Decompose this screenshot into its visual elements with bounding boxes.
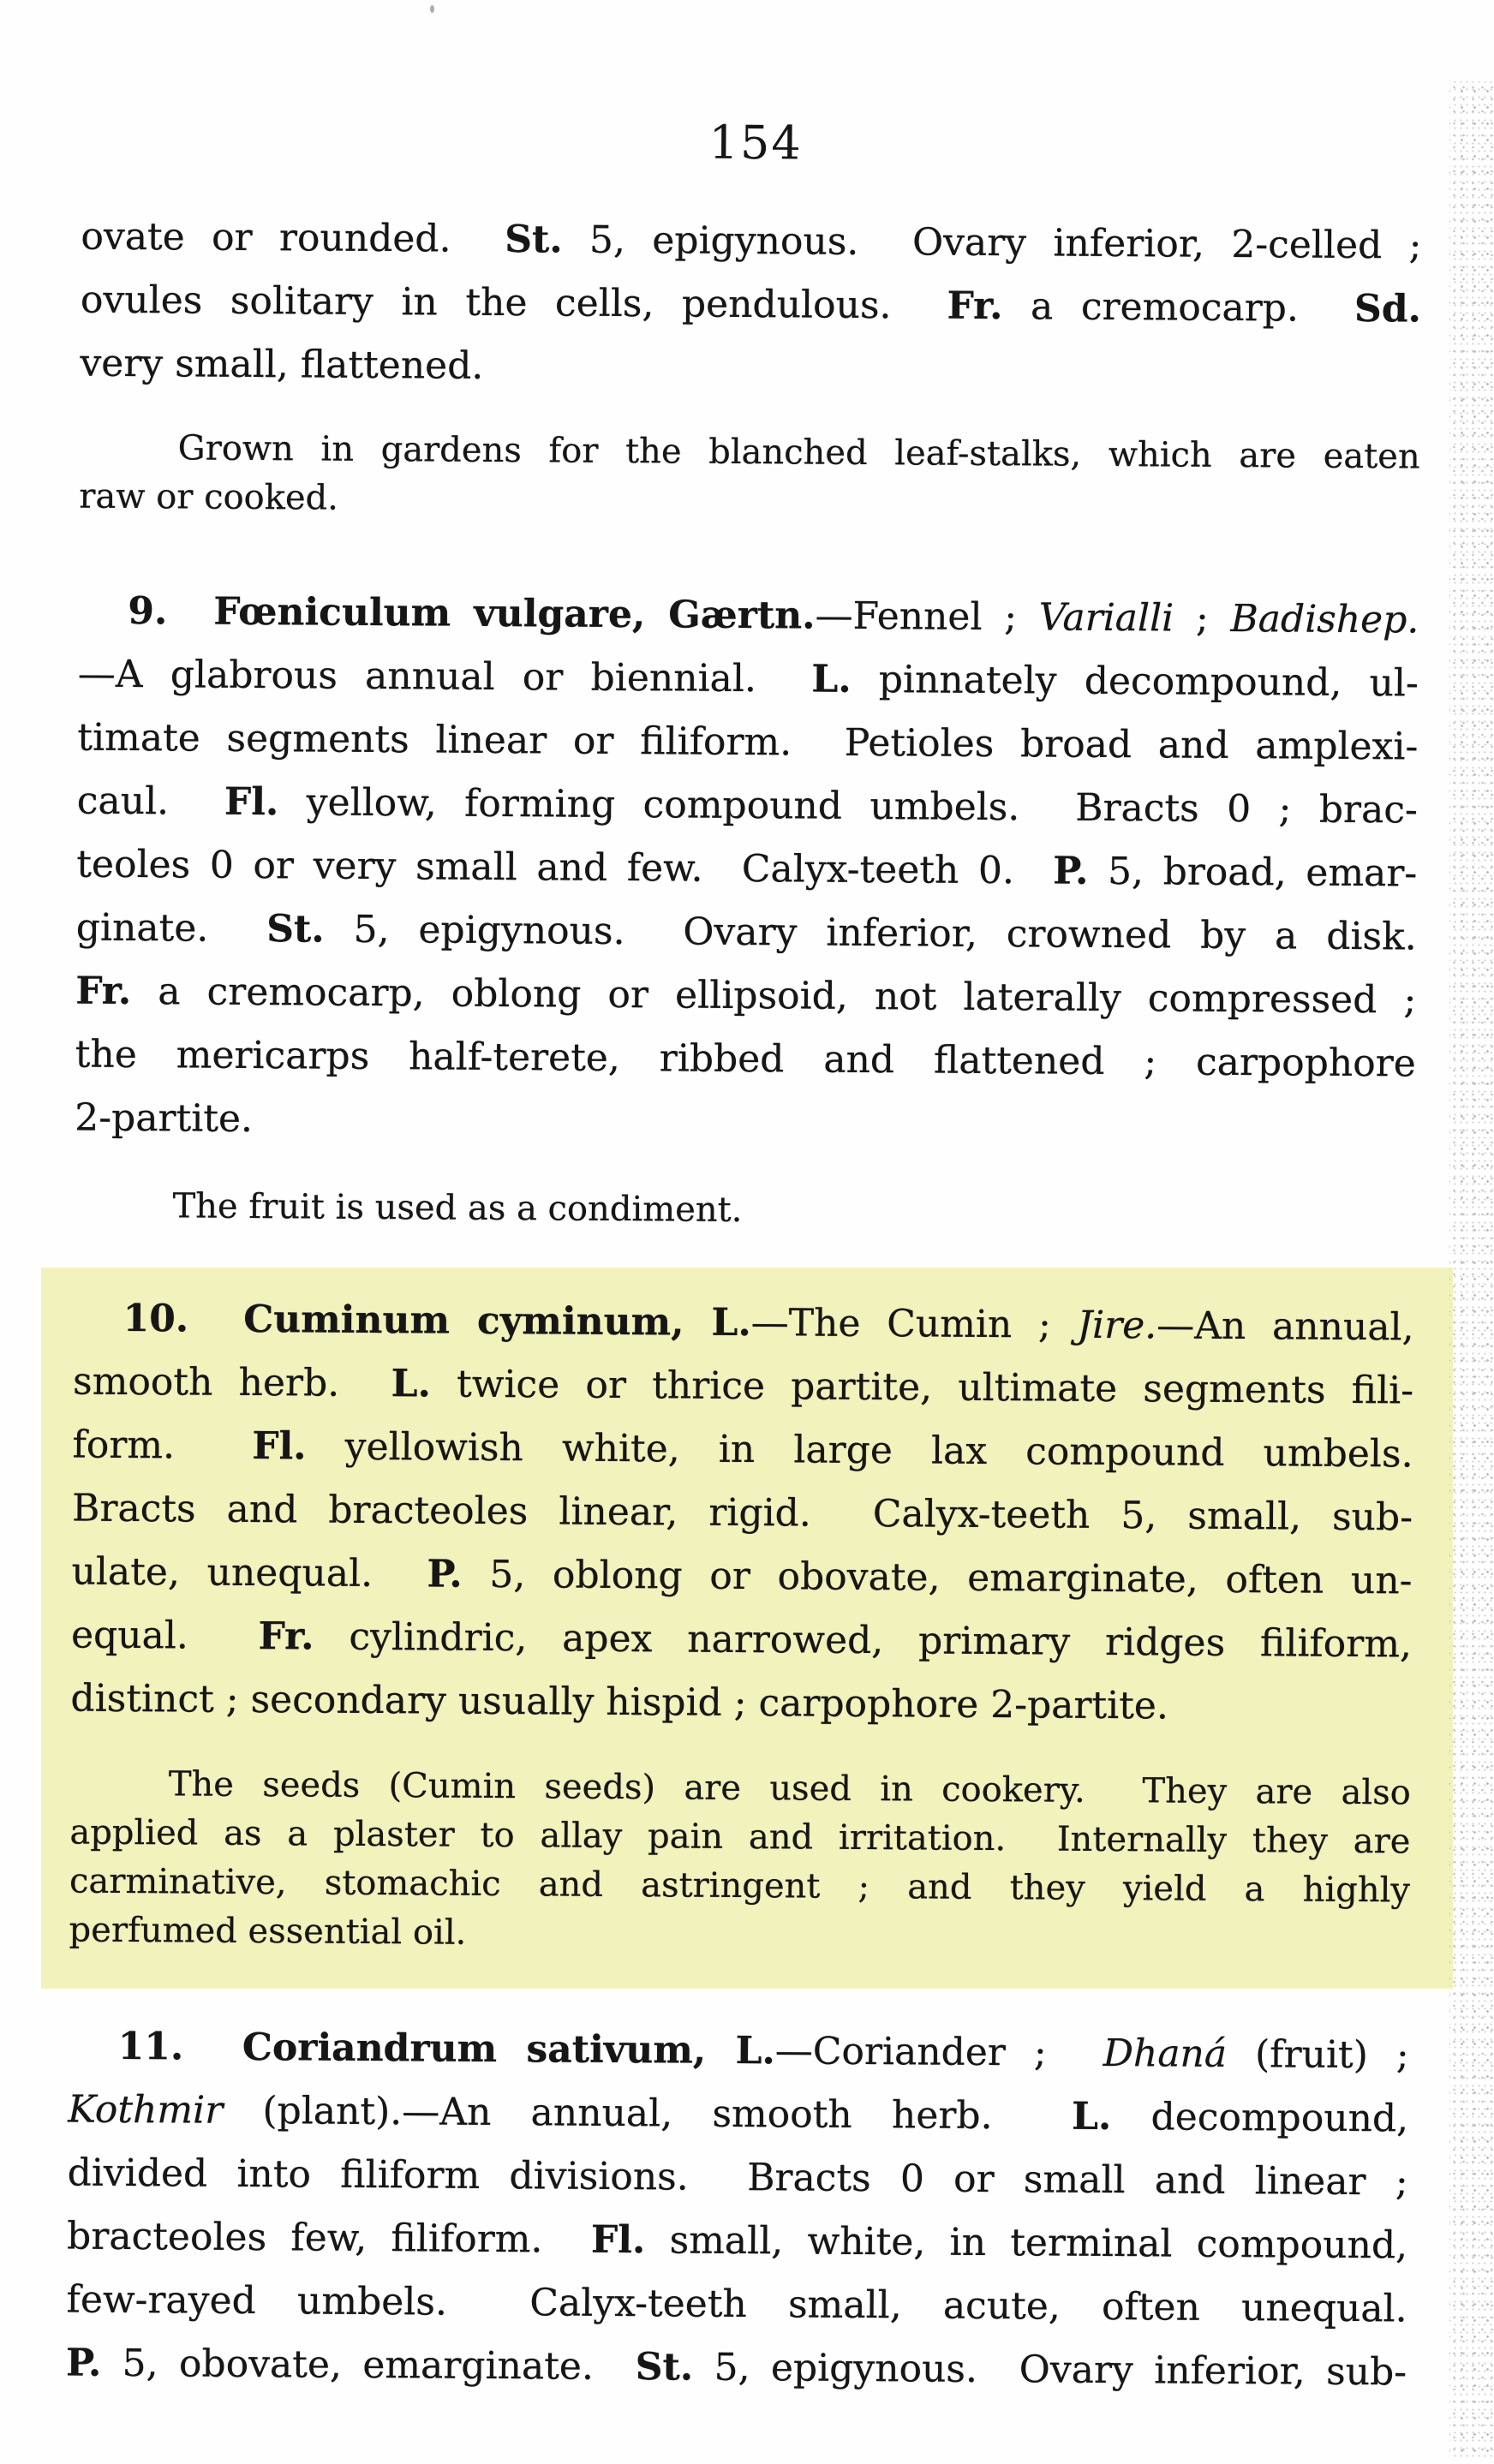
text-line [68, 2079, 1408, 2151]
text-line [72, 1477, 1413, 1550]
scan-noise-band [1449, 81, 1494, 2459]
text-run: Fl. [590, 2217, 646, 2263]
text-run: Jire. [1077, 1303, 1157, 1348]
text-run: Fl. [224, 779, 279, 825]
text-line [75, 1087, 1415, 1160]
text-run: 5, broad, emar- [1088, 849, 1418, 896]
text-run: P. [427, 1552, 463, 1596]
text-line [80, 332, 1420, 405]
text-line [71, 1604, 1412, 1677]
text-run: —Coriander ; [774, 2029, 1103, 2075]
text-line [76, 833, 1417, 906]
text-run: pinnately decompound, ul- [851, 657, 1419, 706]
text-run: decompound, [1111, 2095, 1409, 2141]
text-run: cylindric, apex narrowed, primary ridges filiform, [314, 1614, 1413, 1667]
text-run: timate segments linear or filiform. Petioles broad and amplexi- [77, 715, 1419, 769]
note-celery-uses [79, 424, 1420, 531]
text-run: 5, epigynous. Ovary inferior, sub- [692, 2345, 1407, 2395]
text-run: a cremocarp. [1002, 284, 1355, 331]
text-run: distinct ; secondary usually hispid ; carpophore 2-partite. [70, 1676, 1169, 1728]
text-run: equal. [70, 1613, 259, 1659]
text-run: 2-partite. [75, 1095, 254, 1142]
text-run: 5, obovate, emarginate. [101, 2341, 636, 2389]
text-column [66, 206, 1422, 2405]
text-run: small, white, in terminal compound, [645, 2218, 1408, 2268]
text-line [81, 206, 1421, 278]
species-10-cuminum [70, 1287, 1414, 1740]
text-run: ulate, unequal. [71, 1549, 427, 1596]
text-line [74, 1182, 1414, 1240]
text-run: ginate. [75, 905, 267, 952]
text-line [68, 2015, 1408, 2088]
text-run: perfumed essential oil. [69, 1910, 467, 1953]
scan-artifact-dot [430, 5, 434, 13]
text-line [72, 1414, 1413, 1487]
text-line [67, 2205, 1407, 2278]
text-line [73, 1287, 1413, 1360]
text-run: St. [505, 218, 563, 262]
text-run: 10. Cuminum cyminum, L. [123, 1296, 751, 1345]
text-run: St. [266, 907, 325, 952]
text-run: ovate or rounded. [81, 214, 505, 262]
text-line [79, 473, 1419, 531]
species-11-coriandrum [66, 2015, 1409, 2405]
text-line [71, 1541, 1412, 1614]
text-line [81, 269, 1421, 342]
text-run: (fruit) ; [1226, 2031, 1409, 2078]
text-run: ovules solitary in the cells, pendulous. [80, 277, 947, 328]
text-run: 9. Fœniculum vulgare, Gærtn. [128, 588, 816, 638]
text-run: form. [72, 1423, 253, 1469]
text-run: L. [811, 657, 852, 701]
text-run: divided into filiform divisions. Bracts 0 or small and linear ; [67, 2151, 1408, 2204]
text-run: Badishep. [1230, 596, 1419, 642]
text-run: (plant).—An annual, smooth herb. [223, 2088, 1073, 2139]
text-line [70, 1668, 1411, 1740]
text-line [78, 580, 1419, 653]
text-run: 11. Coriandrum sativum, L. [117, 2024, 775, 2073]
text-run: Varialli [1038, 595, 1174, 641]
text-run: Kothmir [68, 2087, 224, 2133]
text-run: teoles 0 or very small and few. Calyx-teeth 0. [76, 842, 1054, 893]
text-run: P. [1053, 849, 1089, 893]
text-run: a cremocarp, oblong or ellipsoid, not laterally compressed ; [131, 969, 1417, 1023]
text-line [76, 897, 1417, 969]
text-run: 5, oblong or obovate, emarginate, often un- [462, 1552, 1413, 1603]
text-line [75, 1023, 1416, 1096]
note-fennel-uses [74, 1182, 1414, 1240]
text-run: Dhaná [1103, 2031, 1228, 2076]
text-run: few-rayed umbels. Calyx-teeth small, acute, often unequal. [66, 2277, 1407, 2331]
text-run: carminative, stomachic and astringent ; and they yield a highly [69, 1861, 1411, 1911]
text-run: —Fennel ; [815, 594, 1039, 640]
text-run: raw or cooked. [79, 476, 339, 518]
text-run: very small, flattened. [80, 341, 484, 388]
text-run: yellowish white, in large lax compound umbels. [306, 1424, 1413, 1477]
text-line [77, 707, 1418, 779]
text-run: smooth herb. [72, 1359, 391, 1406]
text-run: Fr. [258, 1614, 314, 1659]
species-9-foeniculum [75, 580, 1419, 1160]
text-run: Bracts and bracteoles linear, rigid. Calyx-teeth 5, small, sub- [71, 1486, 1413, 1540]
text-run: —The Cumin ; [750, 1301, 1078, 1347]
text-run: The fruit is used as a condiment. [172, 1186, 743, 1231]
page-number: 154 [708, 115, 803, 170]
text-run: ; [1174, 596, 1231, 641]
text-line [78, 643, 1419, 716]
text-run: 5, epigynous. Ovary inferior, 2-celled ; [562, 218, 1422, 268]
text-line [66, 2269, 1407, 2342]
text-line [67, 2142, 1407, 2215]
text-run: Grown in gardens for the blanched leaf-stalks, which are eaten [177, 428, 1420, 477]
text-line [69, 1906, 1409, 1965]
text-run: caul. [76, 779, 225, 824]
text-line [75, 960, 1416, 1033]
text-run: twice or thrice partite, ultimate segments fili- [430, 1362, 1414, 1413]
text-run: St. [635, 2345, 694, 2389]
text-run: Fr. [947, 283, 1003, 329]
text-run: 5, epigynous. Ovary inferior, crowned by a disk. [324, 907, 1417, 959]
text-run: bracteoles few, filiform. [66, 2214, 592, 2262]
text-run: —A glabrous annual or biennial. [77, 652, 812, 701]
text-run: P. [65, 2341, 102, 2385]
text-run: —An annual, [1156, 1304, 1414, 1350]
text-line [73, 1351, 1413, 1423]
text-run: the mericarps half-terete, ribbed and flattened ; carpophore [75, 1032, 1416, 1086]
text-run: The seeds (Cumin seeds) are used in cookery. They are also [168, 1764, 1411, 1813]
text-run: Sd. [1354, 286, 1422, 331]
paragraph-celery-continued [80, 206, 1422, 405]
text-run: yellow, forming compound umbels. Bracts 0 ; brac- [278, 780, 1418, 832]
text-line [66, 2332, 1407, 2405]
text-run: Fl. [252, 1424, 307, 1469]
text-run: applied as a plaster to allay pain and irritation. Internally they are [69, 1812, 1411, 1862]
text-run: L. [391, 1362, 432, 1406]
text-run: Fr. [75, 969, 132, 1014]
text-line [77, 770, 1418, 843]
text-run: L. [1071, 2094, 1112, 2139]
note-cumin-uses [69, 1760, 1411, 1965]
